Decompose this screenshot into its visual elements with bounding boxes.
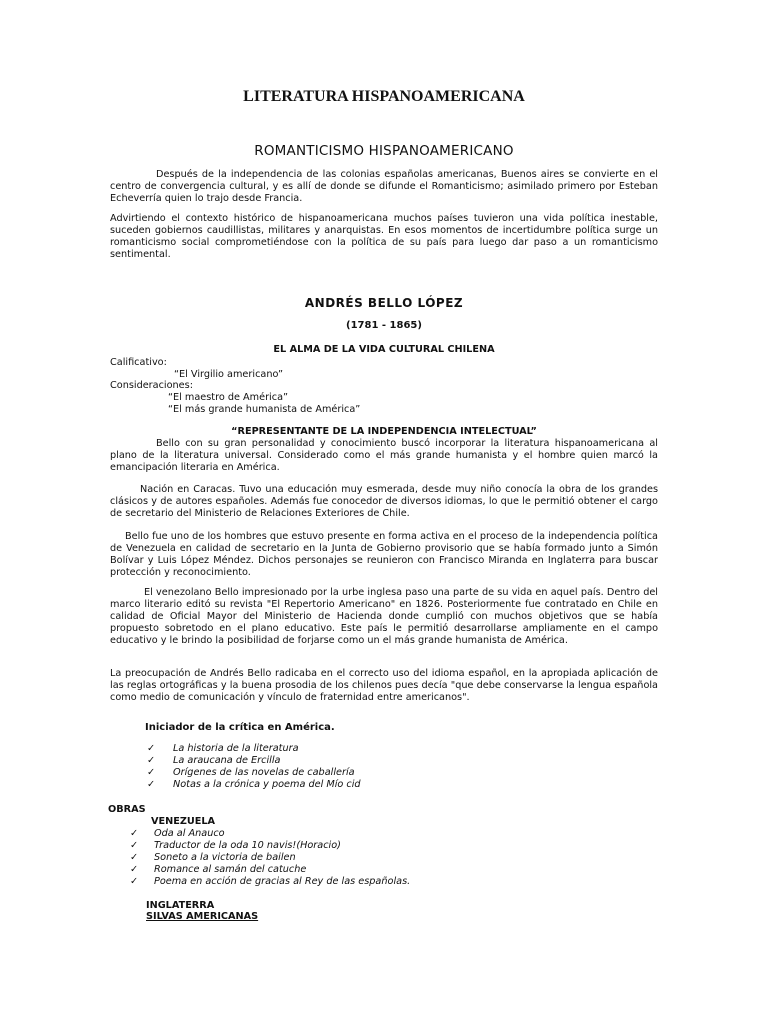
critica-list	[147, 743, 361, 791]
calificativo-value: “El Virgilio americano”	[174, 369, 284, 380]
body-paragraph-4: El venezolano Bello impresionado por la urbe inglesa paso una parte de su vida en aquel país. Dentro del marco literario editó su revista "El Repertorio Americano" en 1826. Posteriormente fue contratado en Chile en calidad de Oficial Mayor del Ministerio de Hacienda donde cumplió con muchos objetivos que se había propuesto sobretodo en el plano educativo. Este país le permitió desarrollarse ampliamente en el campo educativo y le brindo la posibilidad de forjarse como un el más grande humanista de América.	[110, 587, 658, 646]
section-subtitle: ROMANTICISMO HISPANOAMERICANO	[254, 143, 514, 159]
check-icon: ✓	[130, 840, 139, 851]
body-paragraph-2: Nación en Caracas. Tuvo una educación muy esmerada, desde muy niño conocía la obra de los grandes clásicos y de autores españoles. Además fue conocedor de diversos idiomas, lo que le permitió obtener el cargo de secretario del Ministerio de Relaciones Exteriores de Chile.	[110, 484, 658, 519]
silvas-label: SILVAS AMERICANAS	[146, 911, 259, 922]
list-item: ✓ Poema en acción de gracias al Rey de las españolas.	[130, 876, 411, 887]
check-icon: ✓	[147, 755, 156, 766]
body-paragraph-3: Bello fue uno de los hombres que estuvo presente en forma activa en el proceso de la independencia política de Venezuela en calidad de secretario en la Junta de Gobierno provisorio que se había formado junto a Simón Bolívar y Luis López Méndez. Dichos personajes se reunieron con Francisco Miranda en Inglaterra para buscar protección y reconocimiento.	[110, 531, 658, 578]
list-item: ✓ Orígenes de las novelas de caballería	[147, 767, 355, 778]
list-item: ✓ La araucana de Ercilla	[147, 755, 281, 766]
check-icon: ✓	[130, 828, 139, 839]
intro-paragraph-2: Advirtiendo el contexto histórico de hispanoamericana muchos países tuvieron una vida política inestable, suceden gobiernos caudillistas, militares y anarquistas. En esos momentos de incertidumbre política surge un romanticismo social comprometiéndose con la política de su país para luego dar paso a un romanticismo sentimental.	[110, 213, 658, 260]
body-paragraph-5: La preocupación de Andrés Bello radicaba en el correcto uso del idioma español, en la apropiada aplicación de las reglas ortográficas y la buena prosodia de los chilenos pues decía "que debe conservarse la lengua española como medio de comunicación y vínculo de fraternidad entre americanos".	[110, 668, 658, 703]
check-icon: ✓	[130, 852, 139, 863]
venezuela-list	[130, 828, 410, 888]
venezuela-label: VENEZUELA	[151, 816, 216, 827]
consideracion-item: “El más grande humanista de América”	[168, 404, 361, 415]
document-title: LITERATURA HISPANOAMERICANA	[243, 88, 525, 105]
consideracion-item: “El maestro de América”	[168, 392, 289, 403]
check-icon: ✓	[147, 779, 156, 790]
list-item: ✓ Romance al samán del catuche	[130, 864, 307, 875]
list-item: ✓ La historia de la literatura	[147, 743, 299, 754]
list-item: ✓ Traductor de la oda 10 navis!(Horacio)	[130, 840, 341, 851]
calificativo-label: Calificativo:	[110, 357, 167, 368]
body-paragraph-1: Bello con su gran personalidad y conocimiento buscó incorporar la literatura hispanoamericana al plano de la literatura universal. Considerado como el más grande humanista y el hombre quien marcó la emancipación literaria en América.	[110, 438, 658, 473]
list-item: ✓ Notas a la crónica y poema del Mío cid	[147, 779, 361, 790]
intro-paragraph-1: Después de la independencia de las colonias españolas americanas, Buenos aires se convierte en el centro de convergencia cultural, y es allí de donde se difunde el Romanticismo; asimilado primero por Esteban Echeverría quien lo trajo desde Francia.	[110, 169, 658, 204]
list-item: ✓ Soneto a la victoria de bailen	[130, 852, 296, 863]
author-name: ANDRÉS BELLO LÓPEZ	[304, 296, 464, 310]
consideraciones-label: Consideraciones:	[110, 380, 193, 391]
check-icon: ✓	[130, 876, 139, 887]
critica-heading: Iniciador de la crítica en América.	[145, 722, 335, 733]
check-icon: ✓	[147, 743, 156, 754]
author-dates: (1781 - 1865)	[346, 320, 422, 331]
obras-heading: OBRAS	[108, 804, 146, 815]
author-tagline: EL ALMA DE LA VIDA CULTURAL CHILENA	[273, 344, 495, 355]
representante-heading: “REPRESENTANTE DE LA INDEPENDENCIA INTELECTUAL”	[231, 426, 537, 437]
list-item: ✓ Oda al Anauco	[130, 828, 225, 839]
inglaterra-label: INGLATERRA	[146, 900, 215, 911]
check-icon: ✓	[147, 767, 156, 778]
check-icon: ✓	[130, 864, 139, 875]
